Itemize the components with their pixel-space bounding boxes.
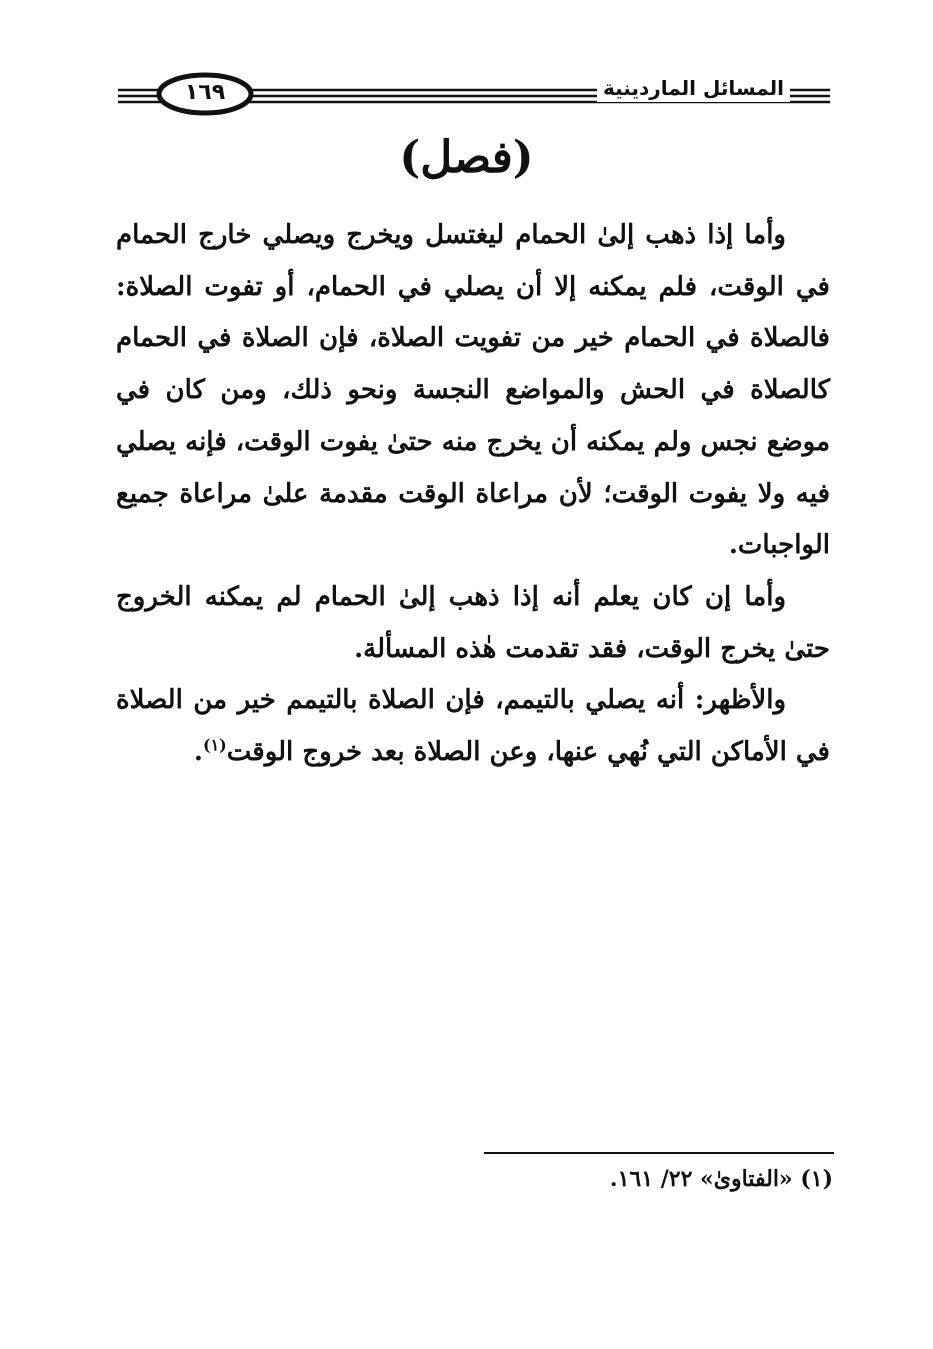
paragraph-text: والأظهر: أنه يصلي بالتيمم، فإن الصلاة بالتيمم خير من الصلاة في الأماكن التي نُهي عنها، وعن الصلاة بعد خروج الوقت xyxy=(116,685,830,768)
footnote: (١) «الفتاوىٰ» ٢٢/ ١٦١. xyxy=(609,1166,833,1192)
body-text xyxy=(116,210,830,779)
footnote-divider xyxy=(484,1152,834,1154)
page-number: ١٦٩ xyxy=(184,80,226,105)
paragraph-end: . xyxy=(193,737,203,768)
running-title: المسائل الماردينية xyxy=(597,74,790,102)
footnote-marker: (١) xyxy=(202,735,227,755)
page-header xyxy=(118,72,830,116)
section-title: (فصل) xyxy=(399,132,534,183)
paragraph xyxy=(116,675,830,778)
paragraph: وأما إن كان يعلم أنه إذا ذهب إلىٰ الحمام لم يمكنه الخروج حتىٰ يخرج الوقت، فقد تقدمت هٰذه المسألة. xyxy=(116,581,830,664)
paragraph: وأما إذا ذهب إلىٰ الحمام ليغتسل ويخرج ويصلي خارج الحمام في الوقت، فلم يمكنه إلا أن يصلي في الحمام، أو تفوت الصلاة: فالصلاة في الحمام خير من تفويت الصلاة، فإن الصلاة في الحمام كالصلاة في الحش والمواضع النجسة ونحو ذلك، ومن كان في موضع نجس ولم يمكنه أن يخرج منه حتىٰ يفوت الوقت، فإنه يصلي فيه ولا يفوت الوقت؛ لأن مراعاة الوقت مقدمة علىٰ مراعاة جميع الواجبات. xyxy=(116,220,831,561)
